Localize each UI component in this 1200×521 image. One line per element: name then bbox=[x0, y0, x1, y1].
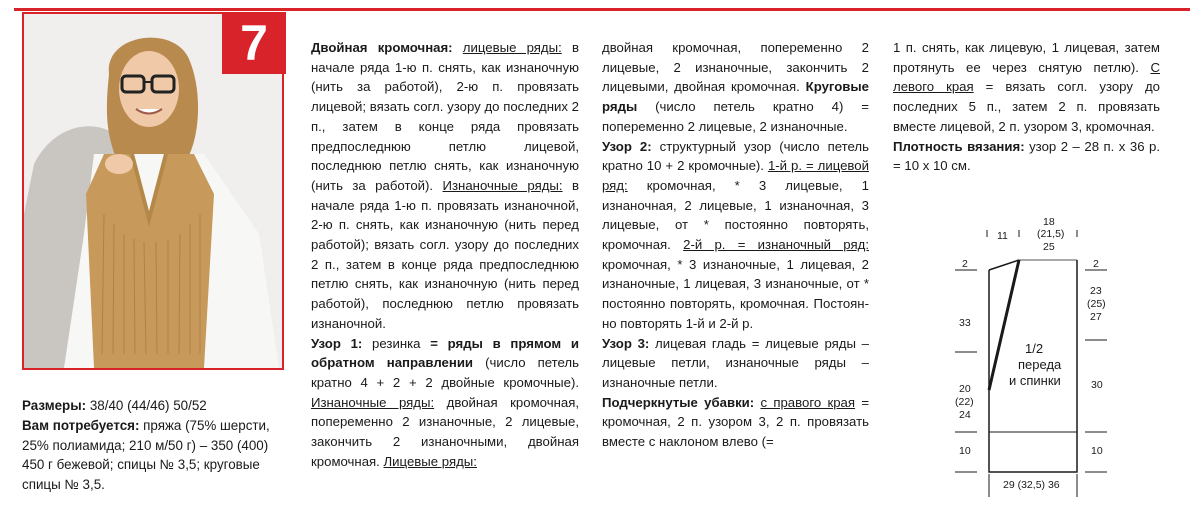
dim-right-2: 2 bbox=[1093, 258, 1099, 270]
top-red-rule bbox=[14, 8, 1190, 11]
schematic-drawing bbox=[945, 212, 1115, 502]
purl-rows-label: Изнаночные ряды: bbox=[442, 177, 563, 193]
knit-rows-label: лицевые ряды: bbox=[462, 40, 562, 55]
dim-right-armhole-3: 27 bbox=[1090, 311, 1102, 323]
pattern-1-text-a: резинка bbox=[362, 335, 431, 351]
pattern-1-text-b: (число петель кратно 4 + 2 + 2 двойные кромочные). bbox=[311, 355, 579, 390]
pattern-1-purl-label: Изнаночные ряды: bbox=[311, 394, 435, 410]
dim-right-30: 30 bbox=[1091, 379, 1103, 391]
decreases-text: = кромочная, 2 п. узором 3, 2 п. провязать вместе с наклоном влево (= bbox=[602, 394, 870, 450]
pattern-2-row2-label: 2-й р. = изнаночный ряд: bbox=[683, 237, 869, 253]
col3-intro-text: 1 п. снять, как лицевую, 1 лицевая, затем протянуть ее через снятую петлю). bbox=[893, 40, 1160, 75]
sizes-label: Размеры: bbox=[22, 398, 87, 413]
pattern-1-bold: = ряды в прямом и обратном направлении bbox=[311, 335, 579, 371]
decreases-label: Подчеркнутые убавки: bbox=[602, 394, 755, 410]
pattern-2-text-c: кромочная, * 3 изнаночные, 1 лицевая, 2 изнаночные, 1 лицевая, 3 изнаночные, от * постоянно повторять, кромочная. Постоянно повторять 1-й и 2-й р. bbox=[602, 256, 869, 331]
dim-left-22: (22) bbox=[955, 396, 974, 408]
dim-right-armhole-2: (25) bbox=[1087, 298, 1106, 310]
needs-value: пряжа (75% шерсти, 25% полиамида; 210 м/50 г) – 350 (400) 450 г бежевой; спицы № 3,5; круговые спицы № 3,5. bbox=[22, 417, 270, 493]
pattern-2-row1-label: 1-й р. = лицевой ряд: bbox=[602, 158, 869, 193]
edge-knit-rows-text: в начале ряда 1-ю п. снять, как изнаночную (нить за работой), 2-ю п. провязать лицевой; вязать согл. узору до последних 2 п., затем в конце ряда провязать предпоследнюю петлю лицевой, последнюю петлю снять, как изнаночную (нить за работой). bbox=[311, 40, 579, 193]
pattern-1-text-c: двойная кромочная, попеременно 2 изнаночные, 2 лицевые, закончить 2 изнаночными, двойная кромочная. bbox=[311, 394, 580, 469]
pattern-1-label: Узор 1: bbox=[311, 335, 363, 351]
sizes-value: 38/40 (44/46) 50/52 bbox=[86, 398, 207, 413]
round-rows-label: Круговые ряды bbox=[602, 79, 869, 115]
materials-block bbox=[22, 396, 292, 495]
col2-intro-text: двойная кромочная, попеременно 2 лицевые, 2 изнаночные, закончить 2 лицевыми, двойная кромочная. bbox=[602, 40, 869, 95]
dim-right-10: 10 bbox=[1091, 445, 1103, 457]
pattern-schematic bbox=[945, 212, 1115, 502]
pattern-3-label: Узор 3: bbox=[602, 335, 650, 351]
text-column-2 bbox=[602, 38, 869, 452]
pattern-1-knit-label: Лицевые ряды: bbox=[383, 453, 477, 469]
left-edge-text: = вязать согл. узору до последних 5 п., затем 2 п. провязать вместе лицевой, 2 п. узором 3, кромочная. bbox=[893, 79, 1160, 134]
left-edge-label: С левого края bbox=[893, 59, 1160, 95]
dim-top-neck-1: 18 bbox=[1043, 216, 1055, 228]
dim-left-24: 24 bbox=[959, 409, 971, 421]
dim-top-neck-2: (21,5) bbox=[1037, 228, 1065, 240]
dim-right-armhole-1: 23 bbox=[1090, 285, 1102, 297]
dim-left-10: 10 bbox=[959, 445, 971, 457]
dim-top-neck-3: 25 bbox=[1043, 241, 1055, 253]
round-rows-text: (число петель кратно 4) = попеременно 2 лицевые, 2 изнаночные. bbox=[602, 99, 869, 134]
gauge-label: Плотность вязания: bbox=[893, 138, 1025, 154]
pattern-3-text: лицевая гладь = лицевые ряды – лицевые петли, изнаночные ряды – изнаночные петли. bbox=[602, 335, 869, 390]
pattern-2-label: Узор 2: bbox=[602, 138, 652, 154]
dim-bottom-width: 29 (32,5) 36 bbox=[1003, 479, 1060, 491]
dim-left-20: 20 bbox=[959, 383, 971, 395]
edge-purl-rows-text: в начале ряда 1-ю п. провязать изнаночной, 2-ю п. снять, как изнаночную (нить перед работой); вязать согл. узору до последних 2 п., затем в конце ряда предпоследнюю петлю снять, как изнаночную (нить перед работой), последнюю петлю провязать изнаночной. bbox=[311, 177, 579, 331]
edge-stitch-label: Двойная кромочная: bbox=[311, 40, 453, 55]
dim-left-2: 2 bbox=[962, 258, 968, 270]
dim-left-33: 33 bbox=[959, 317, 971, 329]
gauge-text: узор 2 – 28 п. х 36 р. = 10 х 10 см. bbox=[893, 138, 1161, 174]
pattern-2-text-b: кромочная, * 3 лицевые, 1 изнаночная, 2 лицевые, 1 изнаночная, 3 лицевые, от * постоянно повторять, кромочная. bbox=[602, 177, 869, 253]
pattern-number-badge: 7 bbox=[222, 12, 286, 74]
right-edge-label: с правого края bbox=[760, 394, 856, 410]
schema-label-2: переда bbox=[1018, 357, 1062, 372]
schema-label-1: 1/2 bbox=[1025, 341, 1044, 356]
needs-label: Вам потребуется: bbox=[22, 417, 140, 433]
pattern-2-text-a: структурный узор (число петель кратно 10 + 2 кромочные). bbox=[602, 138, 869, 174]
dim-top-shoulder: 11 bbox=[997, 230, 1008, 242]
text-column-1 bbox=[311, 38, 579, 471]
text-column-3 bbox=[893, 38, 1160, 176]
schema-label-3: и спинки bbox=[1009, 373, 1061, 388]
